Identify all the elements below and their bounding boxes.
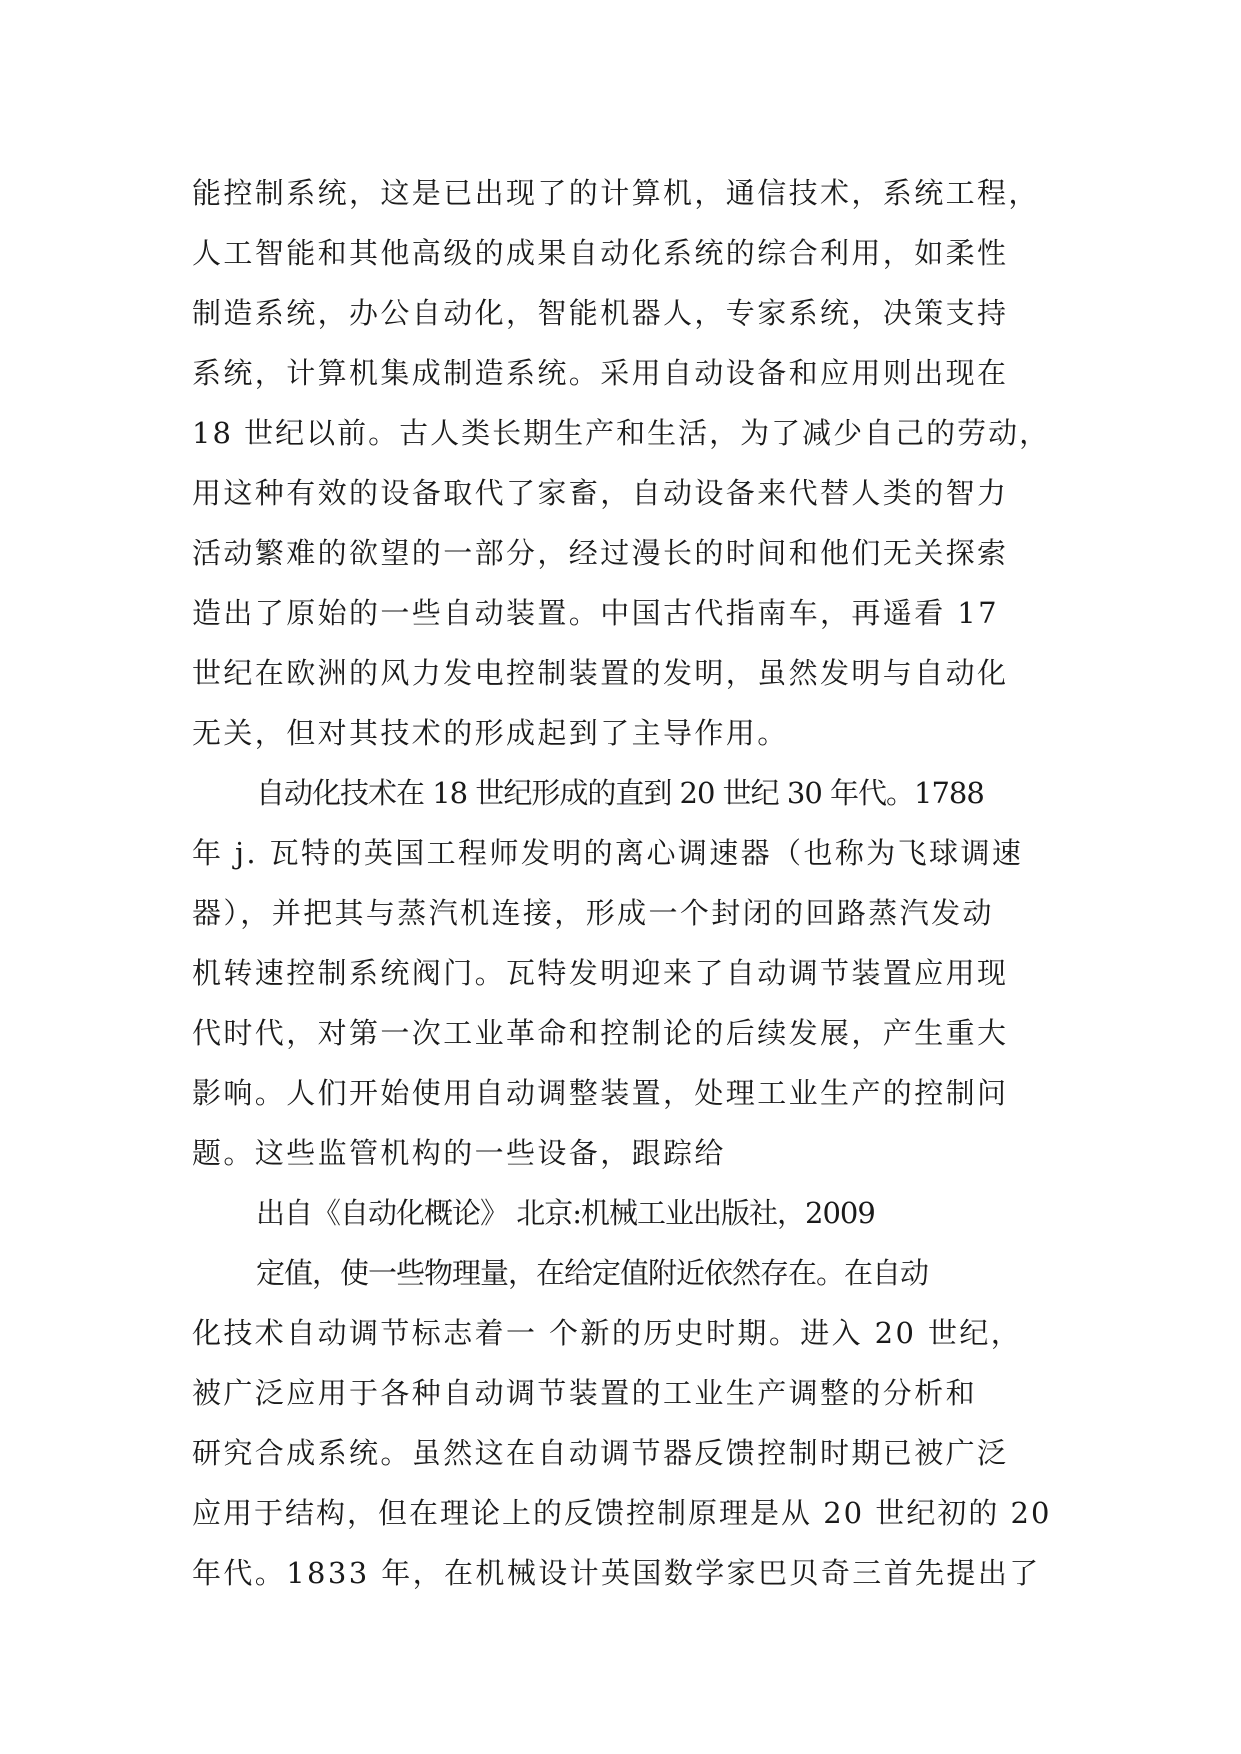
text-line: 研究合成系统。虽然这在自动调节器反馈控制时期已被广泛 [192,1436,1009,1470]
text-line: 无关，但对其技术的形成起到了主导作用。 [192,716,789,750]
text-line: 影响。人们开始使用自动调整装置，处理工业生产的控制问 [192,1076,1009,1110]
text-line: 应用于结构，但在理论上的反馈控制原理是从 20 世纪初的 20 [192,1496,1052,1530]
text-line: 器），并把其与蒸汽机连接，形成一个封闭的回路蒸汽发动 [192,896,994,930]
text-line: 用这种有效的设备取代了家畜，自动设备来代替人类的智力 [192,476,1009,510]
text-line: 自动化技术在 18 世纪形成的直到 20 世纪 30 年代。1788 [256,776,984,810]
text-line: 系统，计算机集成制造系统。采用自动设备和应用则出现在 [192,356,1009,390]
text-line: 制造系统，办公自动化，智能机器人，专家系统，决策支持 [192,296,1009,330]
text-line: 机转速控制系统阀门。瓦特发明迎来了自动调节装置应用现 [192,956,1009,990]
text-line: 被广泛应用于各种自动调节装置的工业生产调整的分析和 [192,1376,978,1410]
text-line: 化技术自动调节标志着一 个新的历史时期。进入 20 世纪， [192,1316,1023,1350]
body-text [192,163,1052,1603]
text-line: 造出了原始的一些自动装置。中国古代指南车，再遥看 17 [192,596,999,630]
text-line: 代时代，对第一次工业革命和控制论的后续发展，产生重大 [192,1016,1009,1050]
text-line: 年 j. 瓦特的英国工程师发明的离心调速器（也称为飞球调速 [192,836,1024,870]
text-line: 能控制系统，这是已出现了的计算机，通信技术，系统工程， [192,176,1040,210]
text-line: 年代。1833 年，在机械设计英国数学家巴贝奇三首先提出了 [192,1556,1041,1590]
text-line: 18 世纪以前。古人类长期生产和生活，为了减少自己的劳动， [192,416,1051,450]
text-line: 题。这些监管机构的一些设备，跟踪给 [192,1136,726,1170]
text-line: 出自《自动化概论》 北京:机械工业出版社，2009 [256,1196,875,1230]
text-line: 人工智能和其他高级的成果自动化系统的综合利用，如柔性 [192,236,1009,270]
text-line: 定值，使一些物理量，在给定值附近依然存在。在自动 [256,1256,929,1290]
text-line: 世纪在欧洲的风力发电控制装置的发明，虽然发明与自动化 [192,656,1009,690]
text-line: 活动繁难的欲望的一部分，经过漫长的时间和他们无关探索 [192,536,1009,570]
